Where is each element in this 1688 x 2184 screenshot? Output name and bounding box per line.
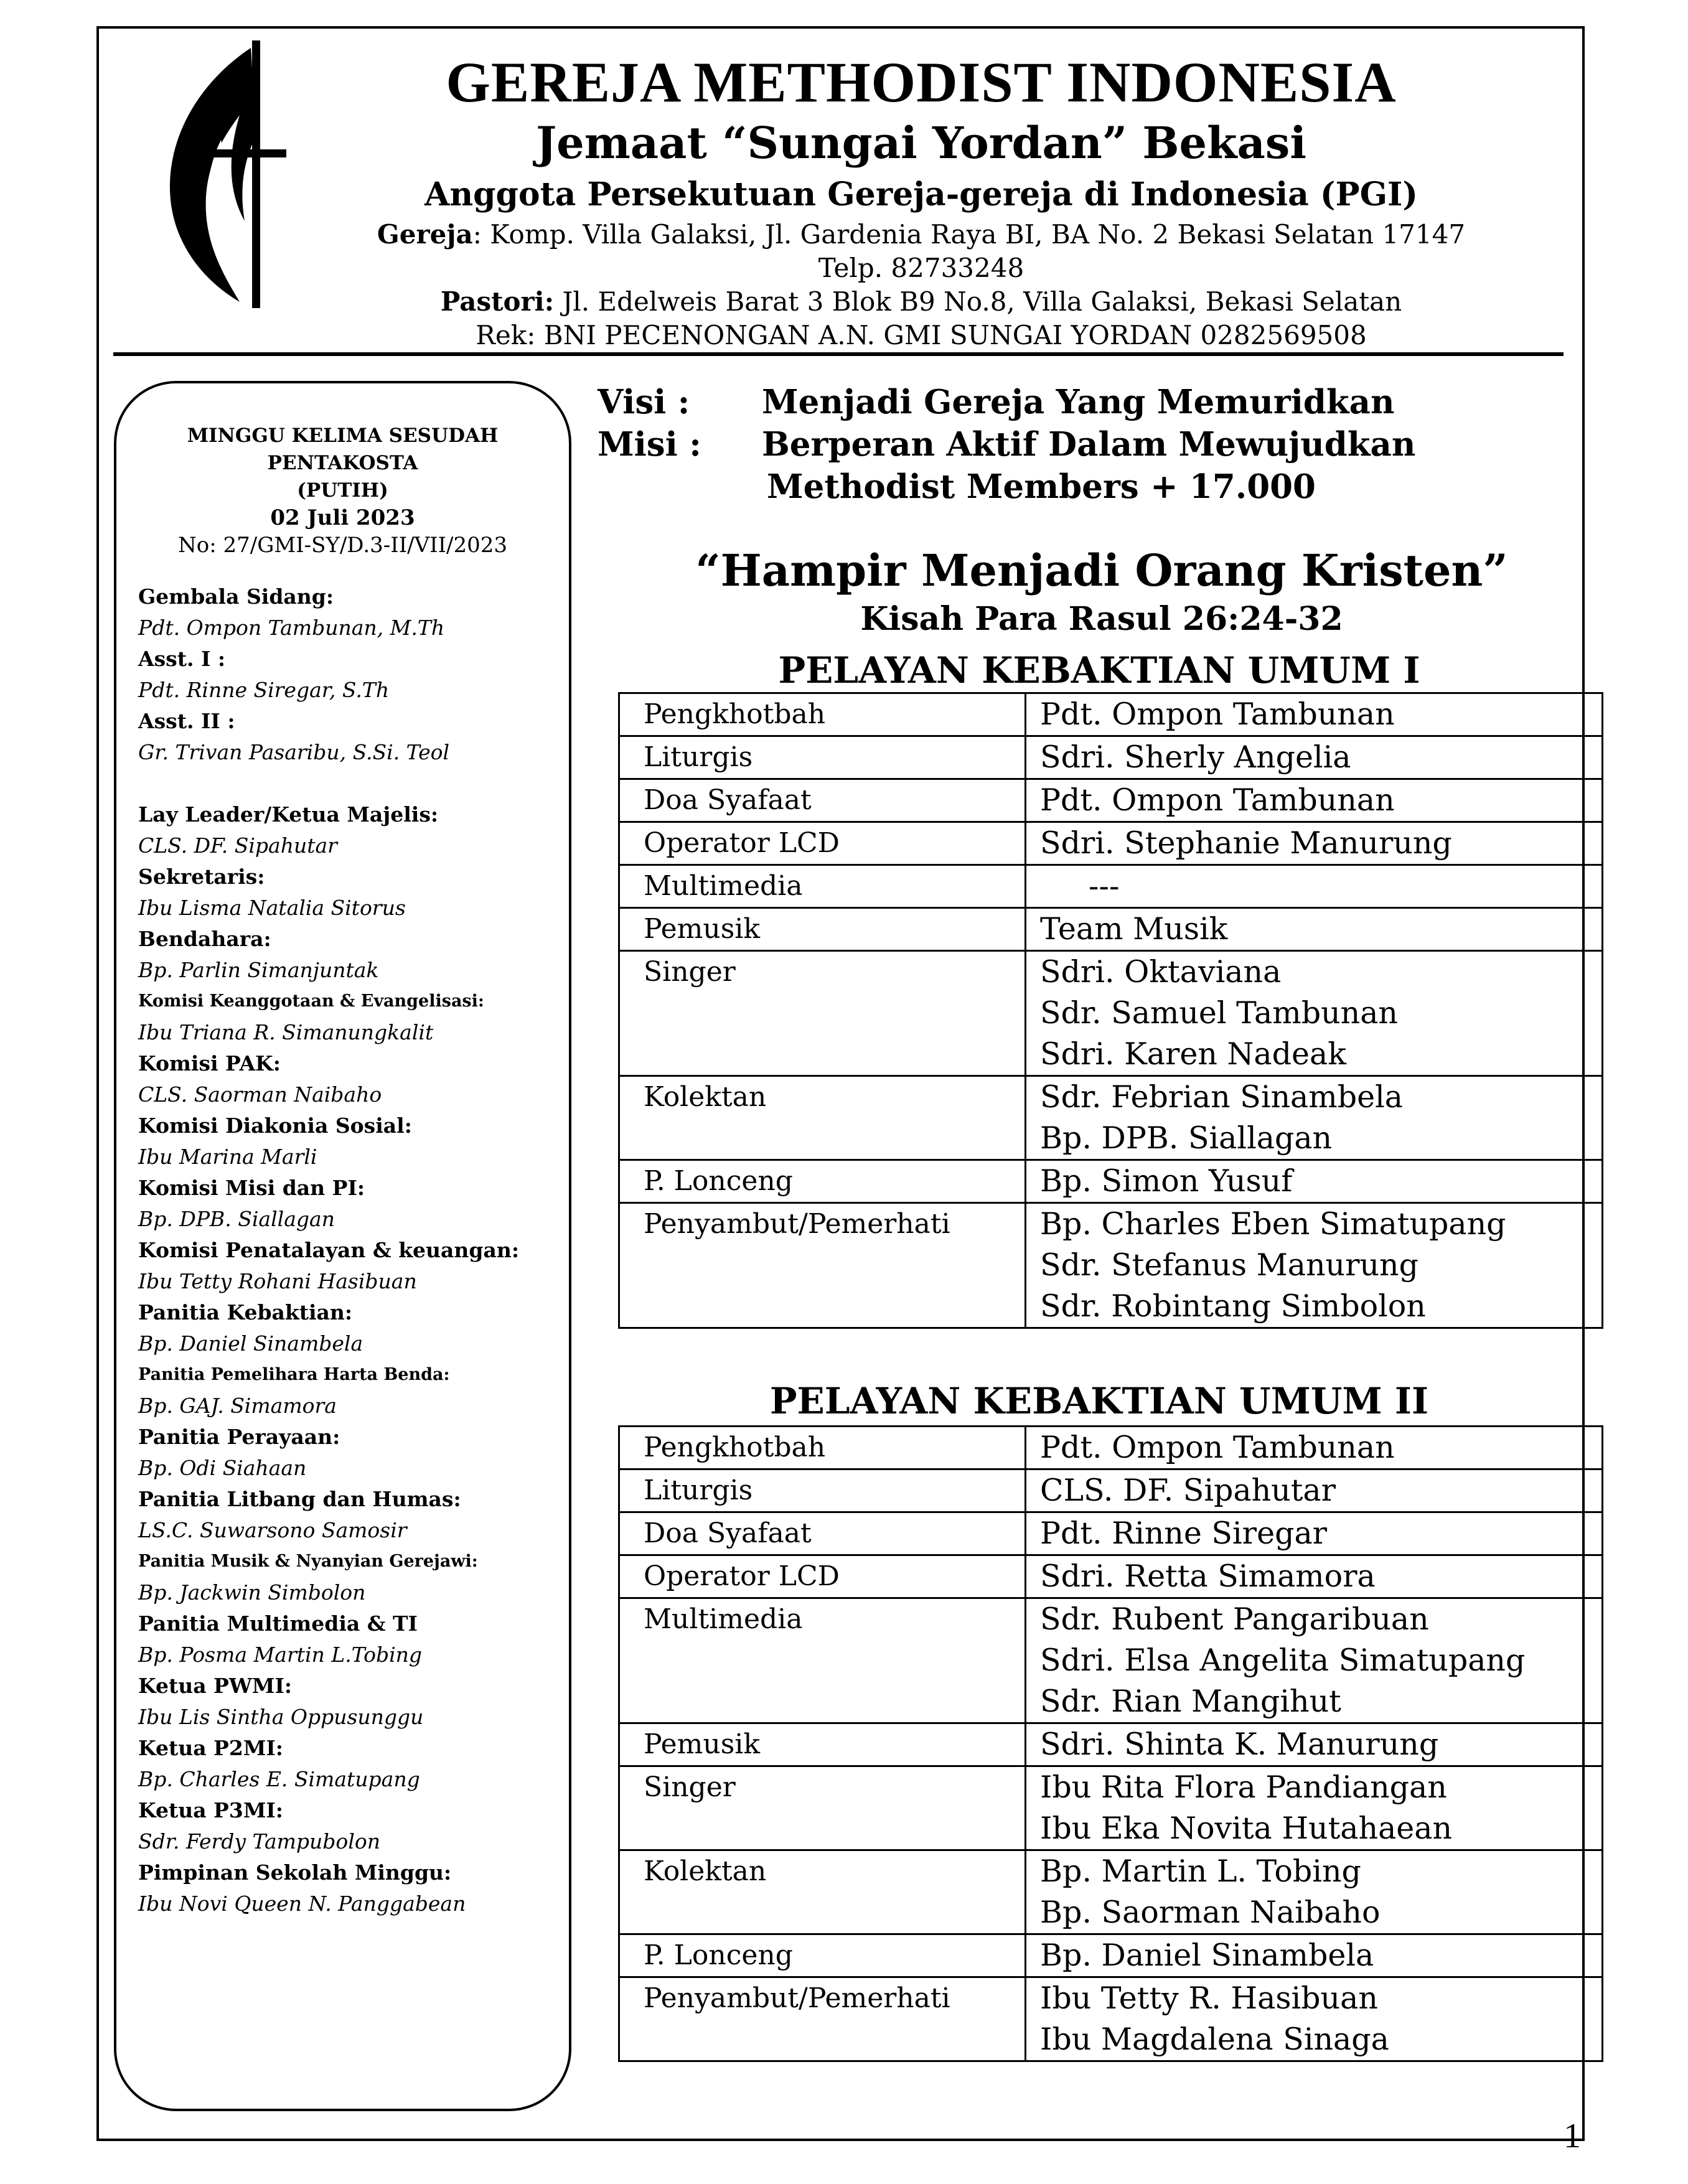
officer-role: Panitia Kebaktian: bbox=[138, 1300, 353, 1324]
liturgical-week: MINGGU KELIMA SESUDAH bbox=[187, 424, 499, 447]
servant-name: Ibu Magdalena Sinaga bbox=[1040, 2022, 1389, 2057]
servant-name: Bp. Daniel Sinambela bbox=[1040, 1938, 1374, 1973]
service2-table bbox=[618, 1425, 1603, 2062]
officer-name: Bp. DPB. Siallagan bbox=[138, 1207, 335, 1231]
table-row bbox=[619, 1203, 1603, 1328]
servant-name: Sdr. Stefanus Manurung bbox=[1040, 1247, 1418, 1283]
duty-names bbox=[1026, 736, 1603, 779]
cross-and-flame-logo bbox=[146, 40, 289, 308]
servant-name: Sdri. Oktaviana bbox=[1040, 954, 1282, 990]
header-divider bbox=[113, 352, 1564, 356]
duty-names bbox=[1026, 1076, 1603, 1160]
table-row bbox=[619, 1723, 1603, 1766]
officer-name: Ibu Lisma Natalia Sitorus bbox=[138, 896, 406, 920]
servant-name: Pdt. Ompon Tambunan bbox=[1040, 1430, 1395, 1465]
page-number: 1 bbox=[1564, 2117, 1581, 2155]
duty-role: Doa Syafaat bbox=[619, 1512, 1026, 1555]
servant-name: Ibu Rita Flora Pandiangan bbox=[1040, 1769, 1447, 1805]
table-row bbox=[619, 908, 1603, 951]
duty-role: Kolektan bbox=[619, 1850, 1026, 1934]
officer-name: Bp. GAJ. Simamora bbox=[138, 1394, 337, 1418]
duty-role: Singer bbox=[619, 951, 1026, 1076]
officer-role: Panitia Litbang dan Humas: bbox=[138, 1487, 461, 1511]
table-row bbox=[619, 1555, 1603, 1598]
servant-name: Bp. Simon Yusuf bbox=[1040, 1163, 1293, 1199]
officer-role: Komisi Keanggotaan & Evangelisasi: bbox=[138, 991, 484, 1011]
table-row bbox=[619, 1469, 1603, 1512]
table-row bbox=[619, 1977, 1603, 2061]
duty-role: Kolektan bbox=[619, 1076, 1026, 1160]
servant-name: Bp. Charles Eben Simatupang bbox=[1040, 1206, 1506, 1242]
table-row bbox=[619, 822, 1603, 865]
servant-name: Sdri. Retta Simamora bbox=[1040, 1558, 1376, 1594]
duty-role: Pemusik bbox=[619, 1723, 1026, 1766]
church-address bbox=[286, 218, 1556, 251]
duty-role: Doa Syafaat bbox=[619, 779, 1026, 822]
service-date: 02 Juli 2023 bbox=[270, 505, 415, 530]
duty-names bbox=[1026, 908, 1603, 951]
officer-name: Ibu Marina Marli bbox=[138, 1145, 317, 1169]
officer-role: Lay Leader/Ketua Majelis: bbox=[138, 802, 439, 827]
servant-name: Sdri. Stephanie Manurung bbox=[1040, 825, 1452, 861]
mission-label: Misi : bbox=[598, 425, 701, 464]
officer-name: Bp. Parlin Simanjuntak bbox=[138, 958, 379, 982]
church-name: GEREJA METHODIST INDONESIA bbox=[446, 50, 1397, 114]
servant-name: Bp. DPB. Siallagan bbox=[1040, 1120, 1333, 1156]
servant-name: Sdri. Elsa Angelita Simatupang bbox=[1040, 1643, 1526, 1678]
table-row bbox=[619, 693, 1603, 736]
duty-names bbox=[1026, 1427, 1603, 1469]
table-row bbox=[619, 865, 1603, 908]
officer-name: Bp. Posma Martin L.Tobing bbox=[138, 1643, 423, 1667]
officer-role: Komisi PAK: bbox=[138, 1051, 281, 1076]
duty-role: P. Lonceng bbox=[619, 1160, 1026, 1203]
officer-role: Bendahara: bbox=[138, 927, 271, 951]
duty-names bbox=[1026, 1469, 1603, 1512]
officer-role: Ketua P2MI: bbox=[138, 1736, 283, 1760]
officer-role: Panitia Multimedia & TI bbox=[138, 1611, 418, 1636]
officer-name: Bp. Daniel Sinambela bbox=[138, 1331, 363, 1356]
duty-role: Operator LCD bbox=[619, 1555, 1026, 1598]
duty-role: Multimedia bbox=[619, 865, 1026, 908]
mission-text: Berperan Aktif Dalam Mewujudkan bbox=[762, 425, 1416, 464]
servant-name: Sdr. Samuel Tambunan bbox=[1040, 995, 1398, 1031]
officer-name: CLS. Saorman Naibaho bbox=[138, 1082, 382, 1107]
parsonage-address bbox=[286, 285, 1556, 319]
officer-name: Bp. Odi Siahaan bbox=[138, 1456, 307, 1480]
church-address-text: : Komp. Villa Galaksi, Jl. Gardenia Raya BI, BA No. 2 Bekasi Selatan 17147 bbox=[472, 219, 1466, 250]
table-row bbox=[619, 736, 1603, 779]
duty-role: Pengkhotbah bbox=[619, 1427, 1026, 1469]
duty-role: Penyambut/Pemerhati bbox=[619, 1203, 1026, 1328]
officer-role: Komisi Misi dan PI: bbox=[138, 1176, 365, 1200]
liturgical-season: PENTAKOSTA bbox=[267, 452, 418, 474]
sidebar-heading bbox=[116, 422, 569, 559]
officer-role: Gembala Sidang: bbox=[138, 584, 334, 609]
duty-role: Singer bbox=[619, 1766, 1026, 1850]
table-row bbox=[619, 1427, 1603, 1469]
mission-text-2: Methodist Members + 17.000 bbox=[767, 467, 1316, 506]
duty-names bbox=[1026, 779, 1603, 822]
service1-title: PELAYAN KEBAKTIAN UMUM I bbox=[778, 649, 1420, 691]
table-row bbox=[619, 1160, 1603, 1203]
duty-role: Operator LCD bbox=[619, 822, 1026, 865]
duty-names bbox=[1026, 1598, 1603, 1723]
servant-name: CLS. DF. Sipahutar bbox=[1040, 1473, 1336, 1508]
officer-list-gap bbox=[138, 768, 561, 799]
servant-name: Sdr. Rian Mangihut bbox=[1040, 1684, 1341, 1719]
officer-name: Bp. Charles E. Simatupang bbox=[138, 1767, 420, 1791]
parsonage-address-text: Jl. Edelweis Barat 3 Blok B9 No.8, Villa Galaksi, Bekasi Selatan bbox=[554, 286, 1402, 317]
servant-name: Sdr. Febrian Sinambela bbox=[1040, 1079, 1403, 1115]
duty-role: Pengkhotbah bbox=[619, 693, 1026, 736]
servant-name: Sdri. Shinta K. Manurung bbox=[1040, 1727, 1439, 1762]
officer-list bbox=[138, 581, 561, 1919]
service2-title: PELAYAN KEBAKTIAN UMUM II bbox=[769, 1380, 1429, 1422]
duty-names bbox=[1026, 1512, 1603, 1555]
vision-label: Visi : bbox=[598, 383, 690, 421]
servant-name: Sdr. Rubent Pangaribuan bbox=[1040, 1601, 1429, 1637]
duty-names bbox=[1026, 1160, 1603, 1203]
officer-name: LS.C. Suwarsono Samosir bbox=[138, 1518, 407, 1542]
duty-names bbox=[1026, 1203, 1603, 1328]
servant-name: Bp. Martin L. Tobing bbox=[1040, 1854, 1361, 1889]
church-label: Gereja bbox=[377, 219, 473, 250]
duty-role: Liturgis bbox=[619, 1469, 1026, 1512]
table-row bbox=[619, 1766, 1603, 1850]
officer-name: Ibu Lis Sintha Oppusunggu bbox=[138, 1705, 424, 1729]
servant-name: Pdt. Ompon Tambunan bbox=[1040, 696, 1395, 732]
table-row bbox=[619, 779, 1603, 822]
officer-role: Pimpinan Sekolah Minggu: bbox=[138, 1860, 452, 1885]
officer-name: Bp. Jackwin Simbolon bbox=[138, 1580, 366, 1605]
duty-names bbox=[1026, 1555, 1603, 1598]
duty-names bbox=[1026, 693, 1603, 736]
duty-names bbox=[1026, 865, 1603, 908]
officer-name: CLS. DF. Sipahutar bbox=[138, 833, 337, 858]
servant-name: Sdri. Karen Nadeak bbox=[1040, 1036, 1346, 1072]
phone: Telp. 82733248 bbox=[818, 253, 1025, 283]
duty-names bbox=[1026, 1934, 1603, 1977]
service1-table bbox=[618, 692, 1603, 1329]
servant-name: Ibu Tetty R. Hasibuan bbox=[1040, 1980, 1378, 2016]
officer-name: Gr. Trivan Pasaribu, S.Si. Teol bbox=[138, 740, 450, 764]
table-row bbox=[619, 1076, 1603, 1160]
servant-name: Sdr. Robintang Simbolon bbox=[1040, 1288, 1426, 1324]
duty-names bbox=[1026, 1977, 1603, 2061]
officer-role: Panitia Perayaan: bbox=[138, 1425, 340, 1449]
duty-role: Pemusik bbox=[619, 908, 1026, 951]
officer-name: Ibu Novi Queen N. Panggabean bbox=[138, 1891, 466, 1916]
officer-role: Ketua P3MI: bbox=[138, 1798, 283, 1822]
duty-names bbox=[1026, 822, 1603, 865]
duty-role: Liturgis bbox=[619, 736, 1026, 779]
officer-role: Panitia Musik & Nyanyian Gerejawi: bbox=[138, 1552, 478, 1571]
servant-name: Pdt. Ompon Tambunan bbox=[1040, 782, 1395, 818]
sermon-theme bbox=[622, 543, 1581, 640]
servant-name: Ibu Eka Novita Hutahaean bbox=[1040, 1811, 1453, 1846]
officer-name: Pdt. Ompon Tambunan, M.Th bbox=[138, 616, 445, 640]
servant-name: Bp. Saorman Naibaho bbox=[1040, 1895, 1381, 1930]
table-row bbox=[619, 1850, 1603, 1934]
sermon-title: “Hampir Menjadi Orang Kristen” bbox=[695, 545, 1508, 596]
sidebar-panel bbox=[114, 381, 571, 2111]
bank-account: Rek: BNI PECENONGAN A.N. GMI SUNGAI YORDAN 0282569508 bbox=[476, 320, 1367, 350]
officer-role: Asst. I : bbox=[138, 647, 226, 671]
duty-role: P. Lonceng bbox=[619, 1934, 1026, 1977]
officer-role: Asst. II : bbox=[138, 709, 235, 733]
vision-text: Menjadi Gereja Yang Memuridkan bbox=[762, 383, 1395, 421]
officer-role: Sekretaris: bbox=[138, 865, 265, 889]
parsonage-label: Pastori: bbox=[440, 286, 555, 317]
officer-role: Panitia Pemelihara Harta Benda: bbox=[138, 1365, 450, 1384]
servant-name: Pdt. Rinne Siregar bbox=[1040, 1516, 1328, 1551]
table-row bbox=[619, 951, 1603, 1076]
officer-role: Komisi Diakonia Sosial: bbox=[138, 1113, 412, 1138]
table-row bbox=[619, 1598, 1603, 1723]
duty-names bbox=[1026, 1766, 1603, 1850]
table-row bbox=[619, 1934, 1603, 1977]
duty-names bbox=[1026, 1723, 1603, 1766]
church-header bbox=[286, 50, 1556, 352]
officer-name: Sdr. Ferdy Tampubolon bbox=[138, 1829, 380, 1854]
duty-names bbox=[1026, 1850, 1603, 1934]
servant-name: --- bbox=[1040, 868, 1120, 904]
liturgical-color: (PUTIH) bbox=[297, 479, 388, 502]
scripture-reference: Kisah Para Rasul 26:24-32 bbox=[860, 600, 1343, 638]
servant-name: Team Musik bbox=[1040, 911, 1228, 947]
congregation-name: Jemaat “Sungai Yordan” Bekasi bbox=[536, 117, 1306, 169]
duty-names bbox=[1026, 951, 1603, 1076]
duty-role: Multimedia bbox=[619, 1598, 1026, 1723]
officer-name: Ibu Tetty Rohani Hasibuan bbox=[138, 1269, 417, 1293]
servant-name: Sdri. Sherly Angelia bbox=[1040, 739, 1351, 775]
bulletin-number: No: 27/GMI-SY/D.3-II/VII/2023 bbox=[178, 533, 507, 558]
officer-name: Ibu Triana R. Simanungkalit bbox=[138, 1020, 434, 1044]
membership-line: Anggota Persekutuan Gereja-gereja di Indonesia (PGI) bbox=[424, 176, 1418, 213]
officer-name: Pdt. Rinne Siregar, S.Th bbox=[138, 678, 390, 702]
table-row bbox=[619, 1512, 1603, 1555]
officer-role: Komisi Penatalayan & keuangan: bbox=[138, 1238, 520, 1262]
duty-role: Penyambut/Pemerhati bbox=[619, 1977, 1026, 2061]
officer-role: Ketua PWMI: bbox=[138, 1674, 293, 1698]
